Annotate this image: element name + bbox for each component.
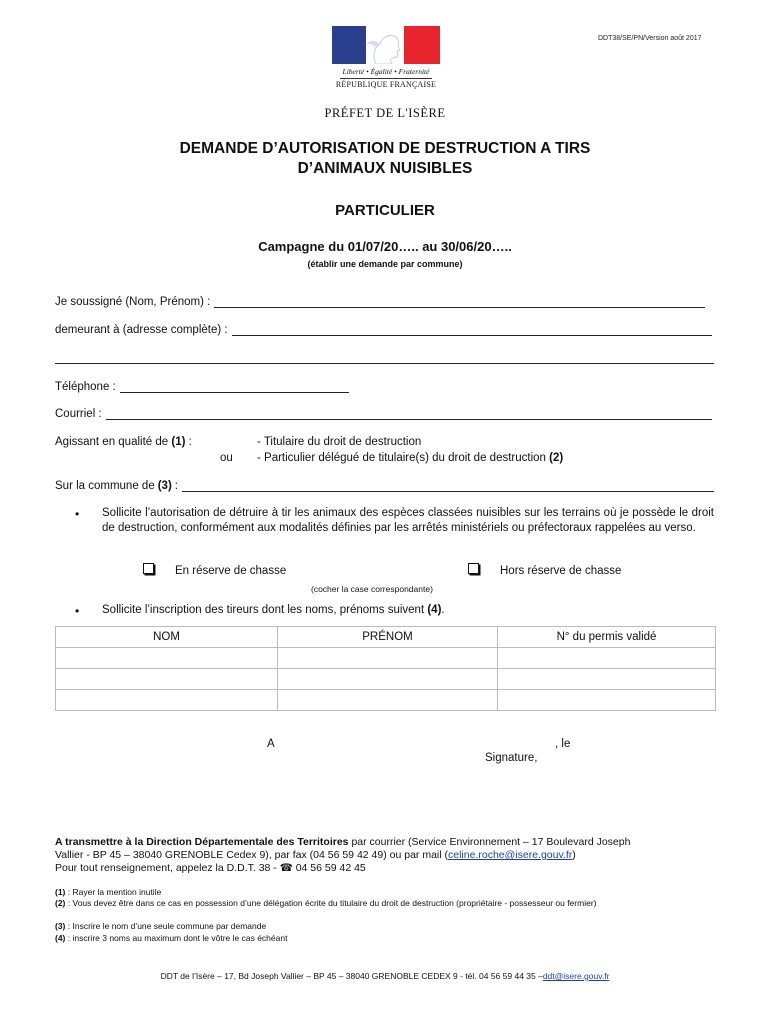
transmission-line-1 (55, 836, 717, 849)
commune-ref: (3) (157, 480, 172, 492)
footnote-4 (55, 933, 287, 943)
header-prenom: PRÉNOM (278, 627, 498, 648)
transmission-text-1: par courrier (Service Environnement – 17 Boulevard Joseph (351, 836, 631, 848)
quality-option-1[interactable]: - Titulaire du droit de destruction (257, 436, 422, 448)
table-cell[interactable] (278, 669, 498, 690)
transmission-text-2-end: ) (572, 849, 576, 861)
footer-email-link[interactable]: ddt@isere.gouv.fr (542, 971, 610, 981)
footnote-text: : Rayer la mention inutile (67, 887, 162, 897)
footnote-ref: (2) (55, 898, 66, 908)
marianne-icon (362, 28, 408, 64)
table-row (56, 690, 716, 711)
logo-divider (340, 78, 432, 79)
shooters-table (55, 626, 716, 711)
reserve-label: En réserve de chasse (175, 565, 287, 577)
footnote-text: : inscrire 3 noms au maximum dont le vôtre le cas échéant (67, 933, 288, 943)
commune-colon: : (174, 480, 178, 492)
bullet: • (75, 604, 80, 618)
address-field[interactable] (232, 325, 712, 336)
reserve-option[interactable] (143, 563, 154, 577)
hors-reserve-label: Hors réserve de chasse (500, 565, 622, 577)
header-nom: NOM (56, 627, 278, 648)
email-label: Courriel : (55, 408, 102, 420)
quality-colon: : (188, 436, 192, 448)
checkbox-hint: (cocher la case correspondante) (311, 584, 433, 594)
footnote-ref: (3) (55, 921, 66, 931)
table-header-row (56, 627, 716, 648)
logo-republic-text: RÉPUBLIQUE FRANÇAISE (335, 80, 437, 89)
quality-ref: (1) (171, 436, 186, 448)
contact-email-link[interactable]: celine.roche@isere.gouv.fr (448, 849, 573, 861)
name-row (55, 296, 705, 308)
phone-label: Téléphone : (55, 381, 116, 393)
commune-row (55, 480, 714, 492)
header-permis: N° du permis validé (498, 627, 716, 648)
table-cell[interactable] (56, 690, 278, 711)
prefet-heading: PRÉFET DE L'ISÈRE (324, 106, 446, 120)
name-field[interactable] (214, 297, 705, 308)
table-cell[interactable] (56, 669, 278, 690)
quality-option-2-row[interactable] (257, 452, 563, 464)
address-label: demeurant à (adresse complète) : (55, 324, 228, 336)
phone-field[interactable] (120, 382, 349, 393)
table-row (56, 669, 716, 690)
address-row (55, 324, 712, 336)
footnote-text: : Vous devez être dans ce cas en possession d’une délégation écrite du titulaire du droit de destruction (propriétaire - possesseur ou fermier) (67, 898, 597, 908)
page-footer (0, 971, 770, 981)
campaign-note: (établir une demande par commune) (307, 259, 463, 269)
bullet: • (75, 507, 80, 521)
quality-label-row (55, 436, 192, 448)
shooters-row (102, 604, 445, 616)
place-prefix: A (267, 738, 275, 750)
logo-motto: Liberté • Égalité • Fraternité (342, 67, 430, 76)
table-cell[interactable] (56, 648, 278, 669)
table-cell[interactable] (498, 690, 716, 711)
footnote-1 (55, 887, 161, 897)
address-row-2 (55, 353, 714, 364)
email-row (55, 408, 712, 420)
footnote-2 (55, 898, 717, 909)
name-label: Je soussigné (Nom, Prénom) : (55, 296, 211, 308)
table-cell[interactable] (498, 669, 716, 690)
quality-option-2: - Particulier délégué de titulaire(s) du droit de destruction (257, 452, 546, 464)
title-line-1: DEMANDE D’AUTORISATION DE DESTRUCTION A TIRS (179, 140, 591, 157)
address-field-line-2[interactable] (55, 353, 714, 364)
commune-field[interactable] (182, 481, 714, 492)
table-row (56, 648, 716, 669)
transmission-block (55, 836, 717, 875)
hors-reserve-option[interactable] (468, 563, 479, 577)
title-line-2: D’ANIMAUX NUISIBLES (297, 160, 473, 177)
hors-reserve-checkbox[interactable] (468, 563, 479, 574)
campaign-period: Campagne du 01/07/20….. au 30/06/20….. (258, 239, 512, 254)
table-cell[interactable] (278, 648, 498, 669)
footer-text: DDT de l’Isère – 17, Bd Joseph Vallier – BP 45 – 38040 GRENOBLE CEDEX 9 - tél. 04 56 59 44 35 – (160, 971, 543, 981)
transmission-bold: A transmettre à la Direction Départementale des Territoires (55, 836, 349, 848)
footnote-3 (55, 921, 266, 931)
table-cell[interactable] (278, 690, 498, 711)
quality-option-2-ref: (2) (549, 452, 564, 464)
category-title: PARTICULIER (335, 202, 435, 219)
reserve-checkbox[interactable] (143, 563, 154, 574)
authorization-text: Sollicite l’autorisation de détruire à tir les animaux des espèces classées nuisibles sur les terrains où je possède le droit de destruction, conformément aux modalités définies par les arrêtés ministériels ou préfectoraux rappelées au verso. (102, 507, 714, 534)
signature-label: Signature, (485, 752, 538, 764)
email-field[interactable] (106, 409, 712, 420)
date-suffix: , le (555, 738, 571, 750)
phone-row (55, 381, 349, 393)
quality-label: Agissant en qualité de (55, 436, 169, 448)
shooters-ref: (4) (427, 604, 442, 616)
table-cell[interactable] (498, 648, 716, 669)
shooters-end: . (441, 604, 445, 616)
footnote-ref: (1) (55, 887, 66, 897)
footnote-text: : Inscrire le nom d’une seule commune par demande (67, 921, 267, 931)
transmission-info: Pour tout renseignement, appelez la D.D.T. 38 - ☎ 04 56 59 42 45 (55, 862, 366, 874)
document-reference: DDT38/SE/PN/Version août 2017 (598, 35, 702, 42)
footnote-ref: (4) (55, 933, 66, 943)
transmission-line-2 (55, 849, 717, 862)
quality-or: ou (220, 452, 233, 464)
transmission-text-2: Vallier - BP 45 – 38040 GRENOBLE Cedex 9), par fax (04 56 59 42 49) ou par mail ( (55, 849, 448, 861)
commune-label: Sur la commune de (55, 480, 155, 492)
shooters-text: Sollicite l’inscription des tireurs dont les noms, prénoms suivent (102, 604, 425, 616)
